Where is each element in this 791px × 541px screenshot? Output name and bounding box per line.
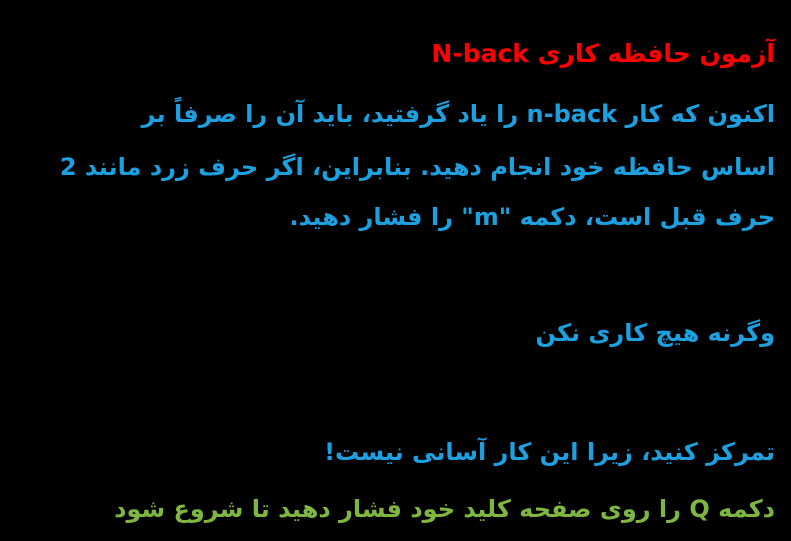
page-title: آزمون حافظه کاری N-back: [431, 39, 775, 68]
instruction-line-4: وگرنه هیچ کاری نکن: [535, 319, 775, 347]
instruction-line-5: تمرکز کنید، زیرا این کار آسانی نیست!: [324, 438, 775, 466]
instruction-line-1: اکنون که کار n-back را یاد گرفتید، باید آن را صرفاً بر: [141, 100, 775, 128]
start-prompt: دکمه Q را روی صفحه کلید خود فشار دهید تا شروع شود: [114, 495, 775, 523]
instruction-line-2: اساس حافظه خود انجام دهید. بنابراین، اگر حرف زرد مانند 2: [59, 153, 775, 181]
instruction-line-3: حرف قبل است، دکمه "m" را فشار دهید.: [289, 203, 775, 231]
